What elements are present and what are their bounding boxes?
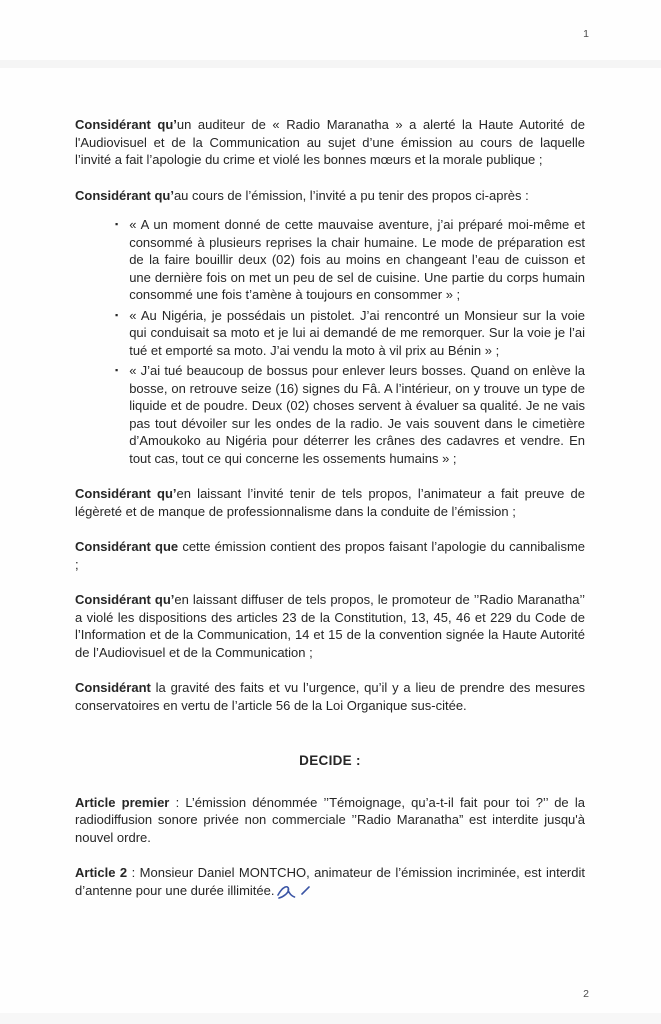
pen-mark-signature-icon (275, 882, 311, 900)
article-premier-lead: Article premier (75, 794, 170, 810)
quote-text-2: « Au Nigéria, je possédais un pistolet. J’ai rencontré un Monsieur sur la voie qui conduisait sa moto et je lui ai demandé de me remorquer. Sur la voie je l’ai tué et emporté sa moto. J’ai vendu la moto à vil prix au Bénin » ; (129, 307, 585, 358)
considerant-lead-6: Considérant (75, 680, 151, 695)
considerant-text-4: cette émission contient des propos faisant l’apologie du cannibalisme ; (75, 539, 585, 572)
considerant-text-5: en laissant diffuser de tels propos, le promoteur de ’’Radio Maranatha’’ a violé les dispositions des articles 23 de la Constitution, 13, 45, 46 et 229 du Code de l’Information et de la Communication, 14 et 15 de la convention signée la Haute Autorité de l’Audiovisuel et de la Communication ; (75, 592, 585, 660)
quoted-statements-list (75, 216, 585, 467)
scan-artifact-band-top (0, 60, 661, 68)
considerant-paragraph-3 (75, 485, 585, 520)
considerant-text-1: un auditeur de « Radio Maranatha » a alerté la Haute Autorité de l'Audiovisuel et de la Communication au sujet d’une émission au cours de laquelle l’invité a fait l’apologie du crime et violé les bonnes mœurs et la morale publique ; (75, 117, 586, 167)
article-premier-paragraph (75, 794, 585, 847)
considerant-text-3: en laissant l’invité tenir de tels propos, l’animateur a fait preuve de légèreté et de manque de professionnalisme dans la conduite de l’émission ; (75, 486, 585, 519)
quote-text-1: « A un moment donné de cette mauvaise aventure, j’ai préparé moi-même et consommé à plusieurs reprises la chair humaine. Le mode de préparation est de la faire bouillir deux (02) fois au moins en changeant l’eau de cuisson et une dernière fois on met un peu de sel de cuisine. Une partie du corps humain consommé une fois t’amène à toujours en consommer » ; (129, 217, 585, 302)
considerant-paragraph-6 (75, 679, 585, 714)
page-number-top: 1 (583, 28, 589, 40)
article-2-lead: Article 2 (75, 865, 128, 880)
article-premier-text: : L’émission dénommée ’’Témoignage, qu’a-t-il fait pour toi ?’’ de la radiodiffusion sonore privée non commerciale ’’Radio Maranatha” est interdite jusqu'à nouvel ordre. (75, 794, 585, 845)
quote-item-2 (115, 307, 585, 360)
scan-artifact-band-bottom (0, 1013, 661, 1024)
pen-slash-stroke (302, 887, 309, 894)
considerant-text-2: au cours de l’émission, l’invité a pu tenir des propos ci-après : (173, 187, 529, 203)
considerant-paragraph-1 (75, 116, 585, 169)
considerant-text-6: la gravité des faits et vu l’urgence, qu’il y a lieu de prendre des mesures conservatoires en vertu de l’article 56 de la Loi Organique sus-citée. (75, 680, 585, 713)
considerant-lead-4: Considérant que (75, 539, 179, 554)
considerant-paragraph-5 (75, 591, 585, 661)
considerant-lead-2: Considérant qu’ (75, 187, 174, 203)
considerant-lead-1: Considérant qu’ (75, 117, 177, 132)
page-number-bottom: 2 (583, 988, 589, 1000)
considerant-lead-3: Considérant qu’ (75, 486, 177, 501)
pen-squiggle-stroke (278, 886, 295, 897)
article-2-text: : Monsieur Daniel MONTCHO, animateur de l’émission incriminée, est interdit d’antenne pour une durée illimitée. (75, 865, 585, 898)
considerant-paragraph-4 (75, 538, 585, 573)
quote-item-1 (115, 216, 585, 304)
considerant-paragraph-2 (75, 187, 585, 205)
square-bullet-icon: ▪ (115, 309, 119, 320)
quote-text-3: « J’ai tué beaucoup de bossus pour enlever leurs bosses. Quand on enlève la bosse, on retrouve seize (16) signes du Fâ. A l’intérieur, on y trouve un type de liquide et de poudre. Deux (02) choses servent à évaluer sa qualité. Je ne vais pas tout dévoiler sur les ondes de la radio. Je vais souvent dans le cimetière d’Amoukoko au Nigéria pour déterrer les crânes des cadavres et vendre. En tout cas, tout ce qui concerne les ossements humains » ; (129, 363, 585, 466)
square-bullet-icon: ▪ (115, 365, 119, 375)
considerant-lead-5: Considérant qu’ (75, 592, 175, 607)
decision-document-body (75, 116, 585, 918)
article-2-paragraph (75, 864, 585, 900)
square-bullet-icon: ▪ (115, 219, 119, 229)
decide-heading: DECIDE : (299, 753, 361, 768)
quote-item-3 (115, 362, 585, 467)
